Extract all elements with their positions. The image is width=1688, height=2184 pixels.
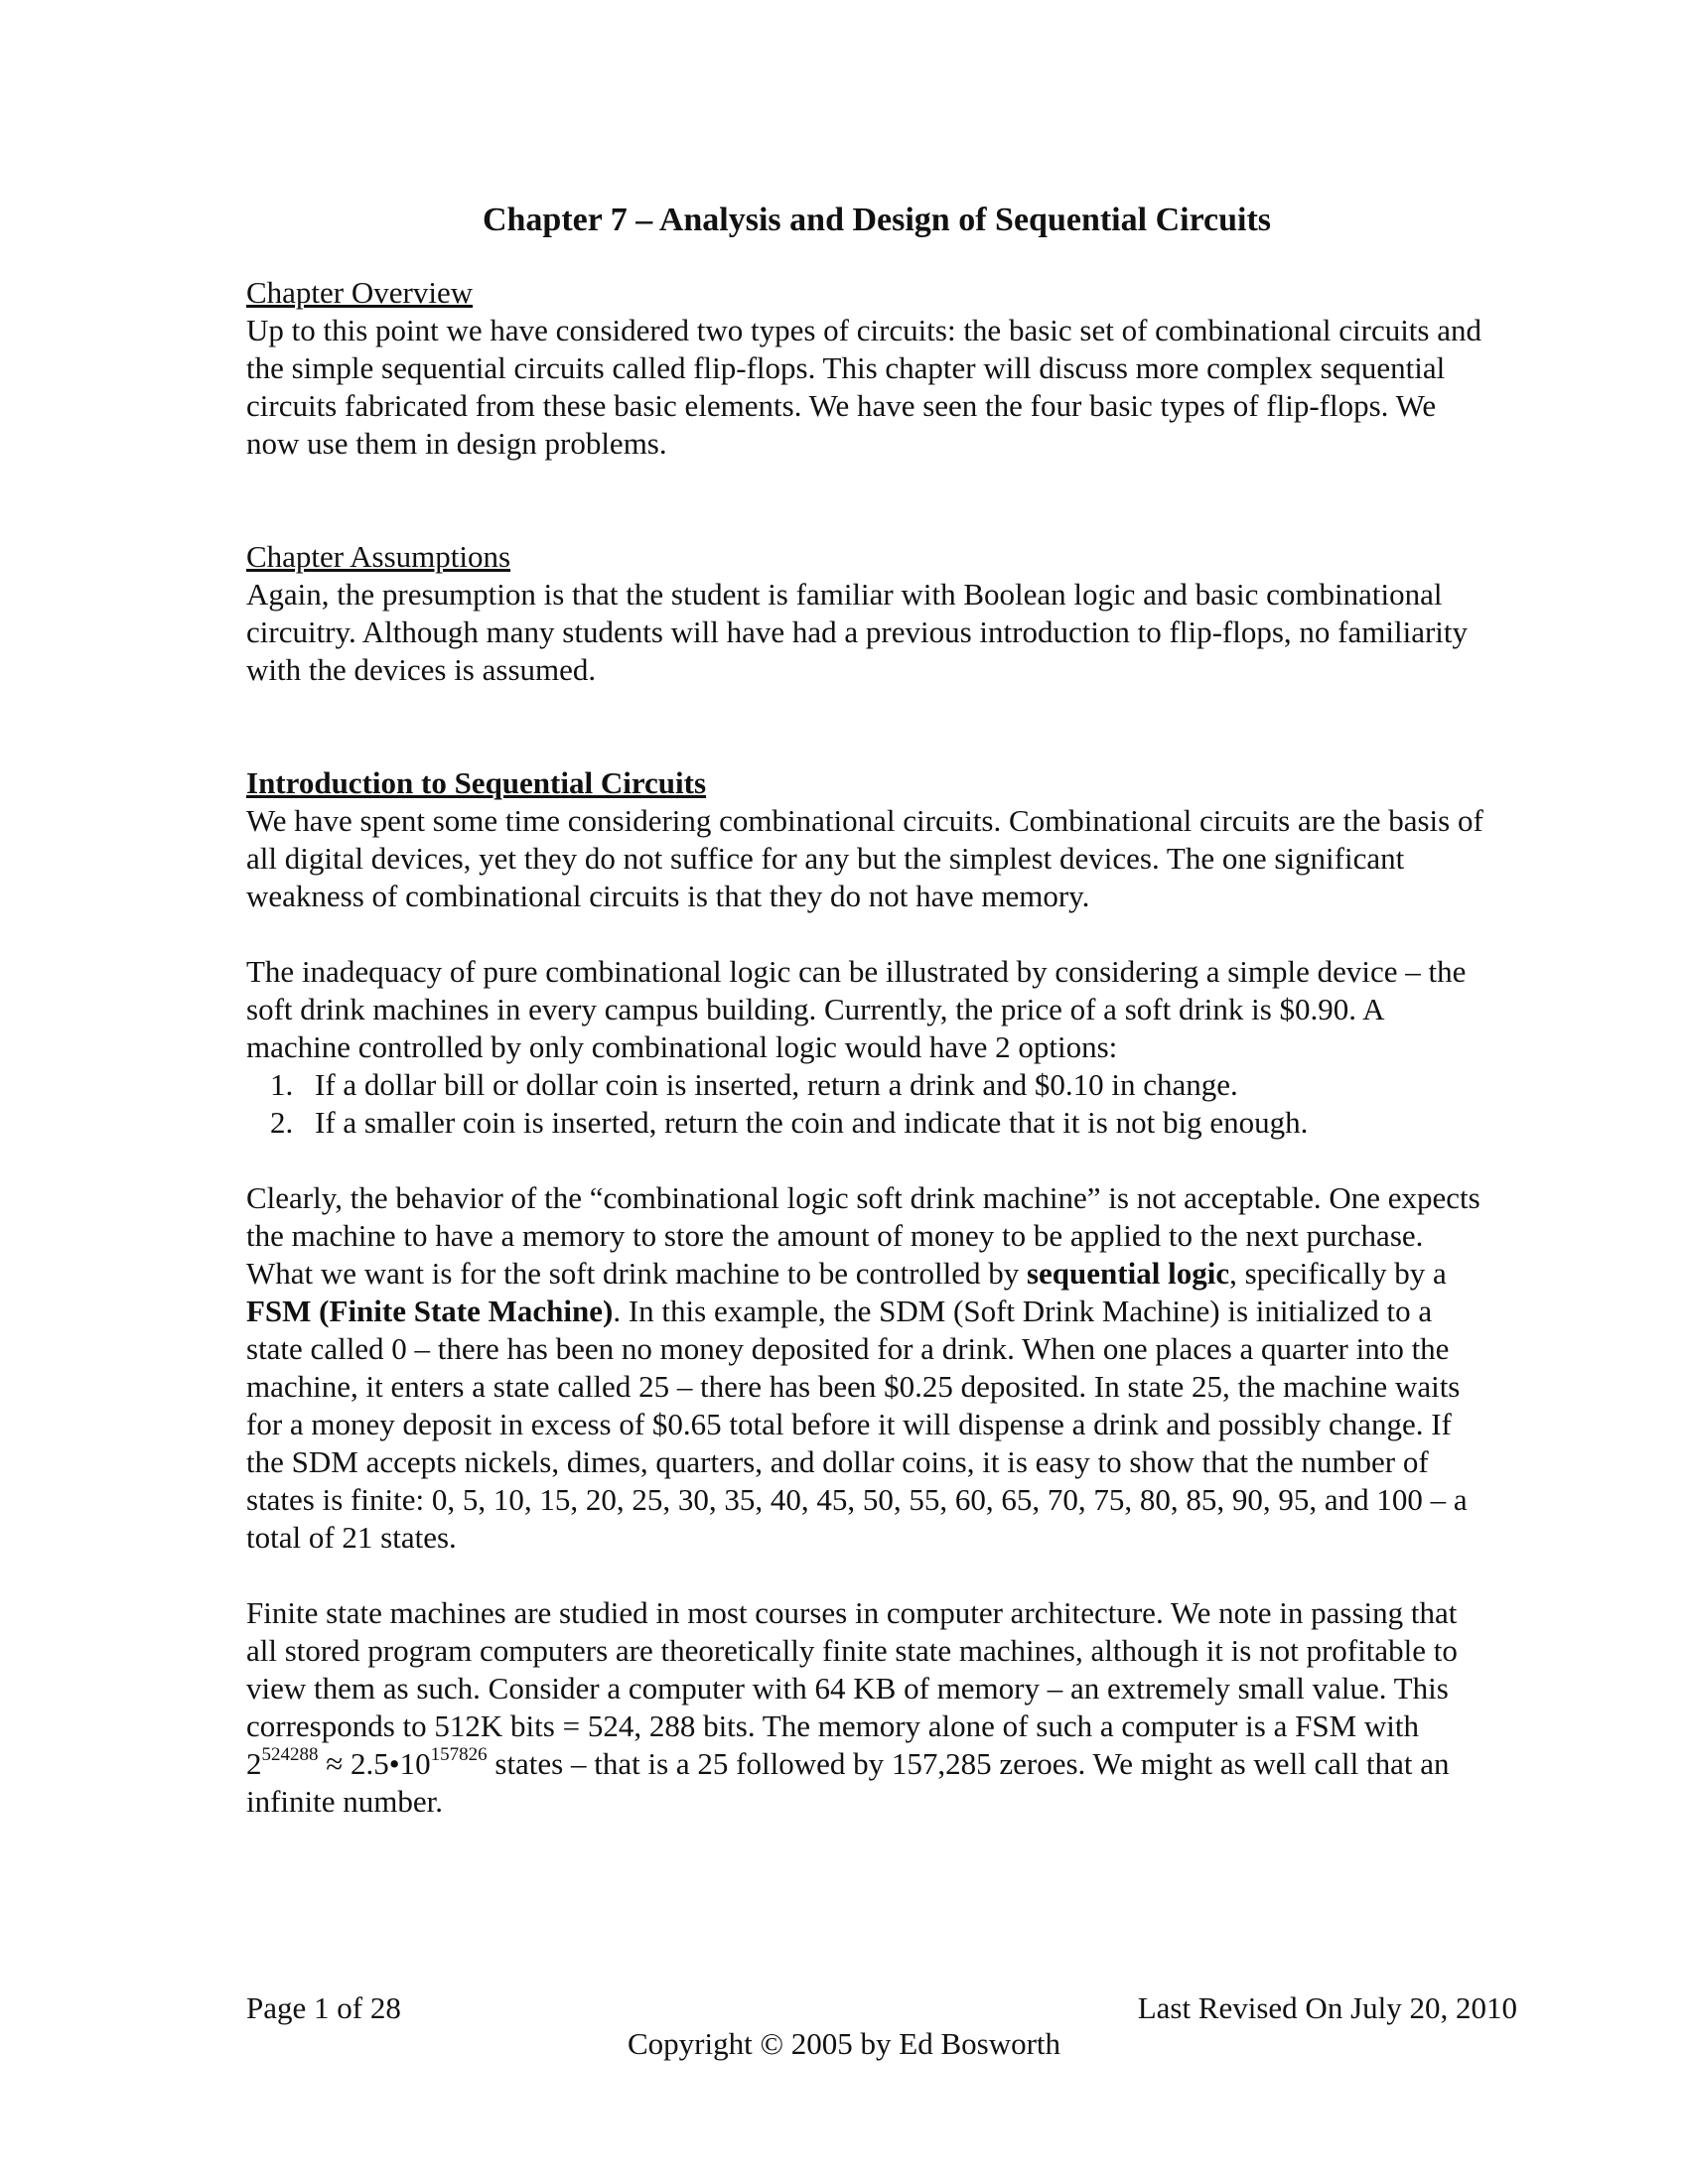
text-run: ≈ 2.5•10 [318,1746,431,1781]
exponent: 524288 [261,1744,319,1765]
overview-body: Up to this point we have considered two types of circuits: the basic set of combinational circuits and the simple sequential circuits called flip-flops. This chapter will discuss more complex sequential circuits fabricated from these basic elements. We have seen the four basic types of flip-flops. We now use them in design problems. [246,313,1481,461]
exponent: 157826 [430,1744,488,1765]
text-run: states – that is a 25 followed by 157,285 zeroes. We might as well call that an infinite number. [246,1746,1450,1819]
revision-date: Last Revised On July 20, 2010 [1137,1990,1517,2025]
text-run: Finite state machines are studied in most courses in computer architecture. We note in passing that all stored program computers are theoretically finite state machines, although it is not profitable to view them as such. Consider a computer with 64 KB of memory – an extremely small value. This corresponds to 512K bits = 524, 288 bits. The memory alone of such a computer is a FSM with 2 [246,1595,1458,1781]
copyright-notice: Copyright © 2005 by Ed Bosworth [627,2026,1061,2061]
assumptions-heading: Chapter Assumptions [246,539,511,574]
options-list [246,1066,1487,1142]
bold-term-fsm: FSM (Finite State Machine) [246,1294,614,1328]
assumptions-body: Again, the presumption is that the student is familiar with Boolean logic and basic combinational circuitry. Although many students will have had a previous introduction to flip-flops, no familiarity with the devices is assumed. [246,577,1469,687]
page-content [246,201,1487,1821]
intro-paragraph-3 [246,1179,1487,1557]
intro-paragraph-2: The inadequacy of pure combinational logic can be illustrated by considering a simple device – the soft drink machines in every campus building. Currently, the price of a soft drink is $0.90. A machine controlled by only combinational logic would have 2 options: [246,954,1467,1064]
text-run: , specifically by a [1229,1256,1447,1291]
chapter-title: Chapter 7 – Analysis and Design of Sequential Circuits [482,202,1272,238]
text-run: Clearly, the behavior of the “combinational logic soft drink machine” is not acceptable. One expects the machine to have a memory to store the amount of money to be applied to the next purchase. What we want is for the soft drink machine to be controlled by [246,1180,1480,1291]
text-run: . In this example, the SDM (Soft Drink Machine) is initialized to a state called 0 – there has been no money deposited for a drink. When one places a quarter into the machine, it enters a state called 25 – there has been $0.25 deposited. In state 25, the machine waits for a money deposit in excess of $0.65 total before it will dispense a drink and possibly change. If the SDM accepts nickels, dimes, quarters, and dollar coins, it is easy to show that the number of states is finite: 0, 5, 10, 15, 20, 25, 30, 35, 40, 45, 50, 55, 60, 65, 70, 75, 80, 85, 90, 95, and 100 – a total of 21 states. [246,1294,1468,1555]
list-item: 2. If a smaller coin is inserted, return the coin and indicate that it is not big enough. [301,1104,1487,1142]
intro-heading: Introduction to Sequential Circuits [246,765,707,800]
page-number: Page 1 of 28 [246,1990,401,2025]
overview-heading: Chapter Overview [246,275,474,310]
intro-paragraph-4 [246,1594,1487,1821]
bold-term-sequential-logic: sequential logic [1026,1256,1230,1291]
list-item: 1. If a dollar bill or dollar coin is inserted, return a drink and $0.10 in change. [301,1066,1487,1104]
intro-paragraph-1: We have spent some time considering combinational circuits. Combinational circuits are the basis of all digital devices, yet they do not suffice for any but the simplest devices. The one significant weakness of combinational circuits is that they do not have memory. [246,803,1483,913]
